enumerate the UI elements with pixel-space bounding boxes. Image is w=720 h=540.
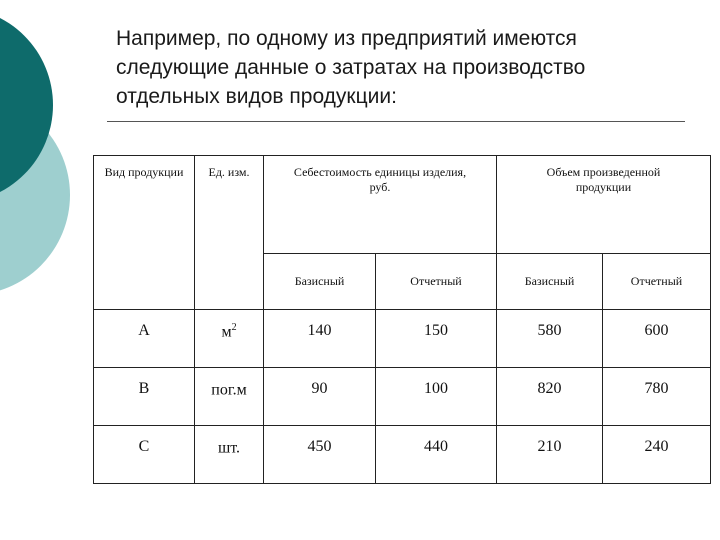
cell-unit: шт. (195, 426, 264, 484)
slide-title: Например, по одному из предприятий имеются следующие данные о затратах на производство отдельных видов продукции: (116, 27, 586, 108)
cell-cost-report: 150 (376, 310, 497, 368)
cell-product: А (94, 310, 195, 368)
cost-table (93, 155, 711, 484)
cell-volume-base: 210 (497, 426, 603, 484)
cell-volume-report: 240 (603, 426, 711, 484)
cell-cost-report: 100 (376, 368, 497, 426)
cell-volume-report: 780 (603, 368, 711, 426)
header-product: Вид продукции (94, 156, 195, 310)
cell-cost-base: 450 (264, 426, 376, 484)
table-row (94, 310, 711, 368)
subheader-cost-base: Базисный (264, 254, 376, 310)
cell-volume-base: 820 (497, 368, 603, 426)
subheader-volume-report: Отчетный (603, 254, 711, 310)
cell-unit: $м^2$ (195, 310, 264, 368)
header-volume: Объем произведенной продукции (497, 156, 711, 254)
table-row (94, 426, 711, 484)
cell-volume-base: 580 (497, 310, 603, 368)
header-unit: Ед. изм. (195, 156, 264, 310)
cell-unit: пог.м (195, 368, 264, 426)
subheader-volume-base: Базисный (497, 254, 603, 310)
cell-product: С (94, 426, 195, 484)
decorative-circles (0, 0, 80, 300)
cell-cost-base: 140 (264, 310, 376, 368)
table-row (94, 368, 711, 426)
cell-product: В (94, 368, 195, 426)
cell-cost-report: 440 (376, 426, 497, 484)
cell-cost-base: 90 (264, 368, 376, 426)
title-divider (107, 121, 685, 122)
header-cost: Себестоимость единицы изделия, руб. (264, 156, 497, 254)
cell-volume-report: 600 (603, 310, 711, 368)
header-row (94, 156, 711, 254)
subheader-cost-report: Отчетный (376, 254, 497, 310)
